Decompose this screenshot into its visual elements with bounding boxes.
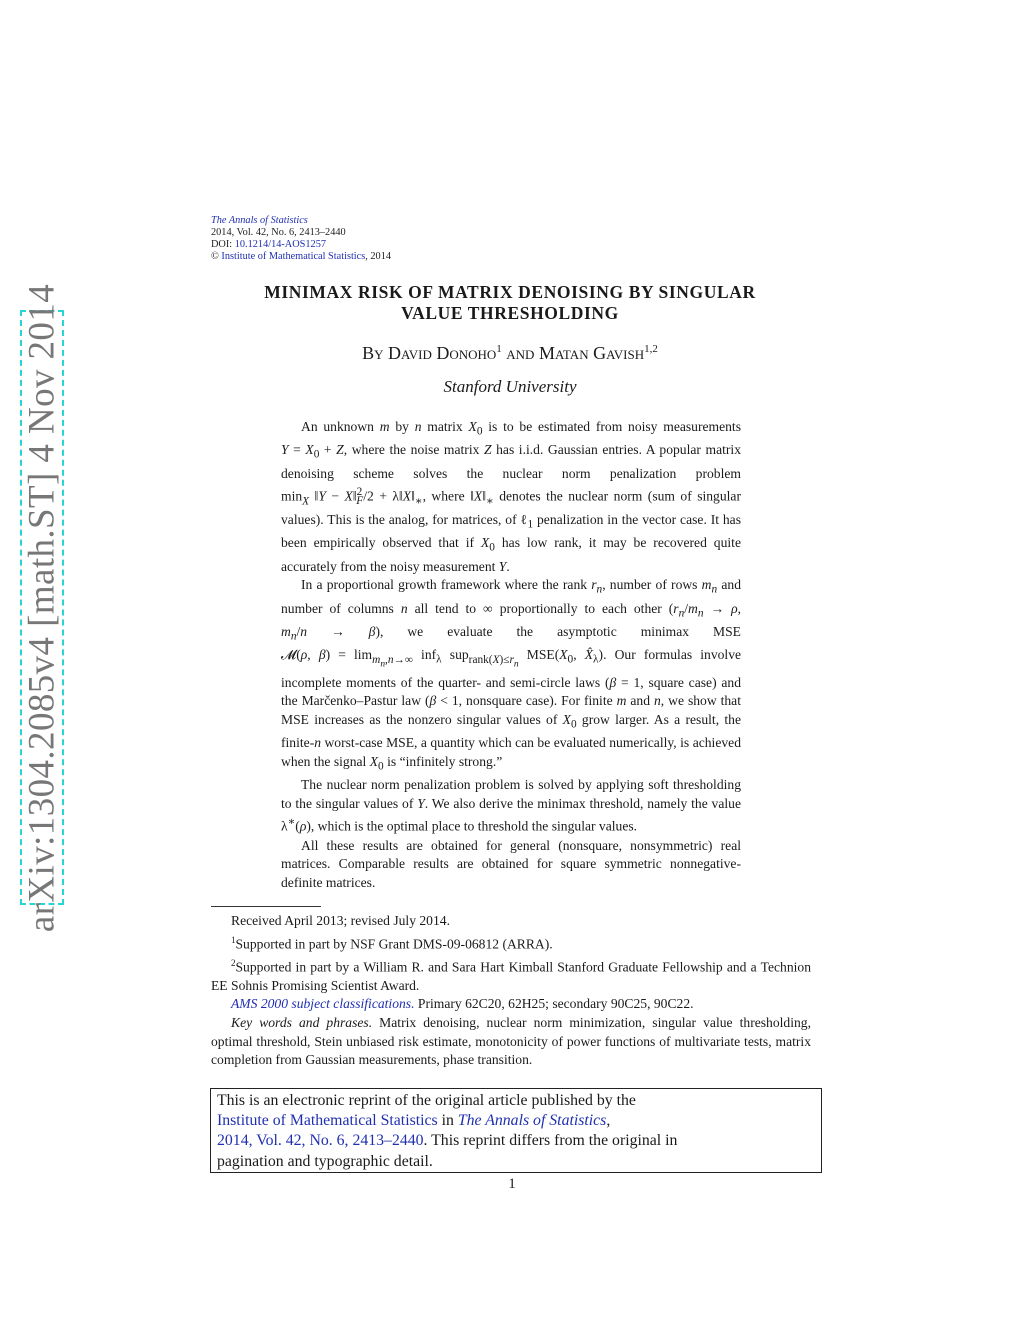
author-2-footnote-mark: 1,2 xyxy=(644,343,658,355)
reprint-publisher-link[interactable]: Institute of Mathematical Statistics xyxy=(217,1112,438,1130)
footnote-divider xyxy=(211,906,321,907)
reprint-line-2 xyxy=(217,1111,815,1131)
reprint-line-4: pagination and typographic detail. xyxy=(217,1152,433,1170)
by-label: By xyxy=(362,343,389,363)
footnotes xyxy=(211,912,811,1070)
abstract-paragraph-4: All these results are obtained for general (nonsquare, nonsymmetric) real matrices. Comparable results are obtained for square symmetric nonnegative-definite matrices. xyxy=(281,837,741,890)
and-label: and xyxy=(501,343,539,363)
title-line-2: VALUE THRESHOLDING xyxy=(401,303,619,323)
page-number: 1 xyxy=(508,1176,516,1192)
received-dates: Received April 2013; revised July 2014. xyxy=(231,913,450,928)
journal-volume: 2014, Vol. 42, No. 6, 2413–2440 xyxy=(211,227,346,238)
keywords-text: Matrix denoising, nuclear norm minimization, singular value thresholding, optimal threshold, Stein unbiased risk estimate, monotonicity of power functions of multivariate tests, matrix completion from Gaussian measurements, phase transition. xyxy=(211,1015,811,1068)
footnote-2 xyxy=(211,954,811,996)
author-1: David Donoho xyxy=(388,343,497,363)
authors xyxy=(200,343,820,364)
arxiv-id: arXiv:1304.2085v4 [math.ST] 4 Nov 2014 xyxy=(21,283,63,932)
paper-title xyxy=(200,282,820,324)
journal-meta xyxy=(211,215,391,263)
copyright-year: , 2014 xyxy=(365,251,391,262)
reprint-in: in xyxy=(437,1112,458,1130)
ams-classification xyxy=(211,995,811,1014)
author-2: Matan Gavish xyxy=(538,343,645,363)
journal-name-link[interactable]: The Annals of Statistics xyxy=(211,215,308,226)
abstract-paragraph-3: The nuclear norm penalization problem is solved by applying soft thresholding to the singular values of Y. We also derive the minimax threshold, namely the value λ∗(ρ), which is the optimal place to threshold the singular values. xyxy=(281,777,741,834)
reprint-notice xyxy=(210,1088,822,1173)
footnote-2-mark: 2 xyxy=(231,957,236,968)
doi-link[interactable]: 10.1214/14-AOS1257 xyxy=(234,239,326,250)
ams-classification-codes: Primary 62C20, 62H25; secondary 90C25, 90C22. xyxy=(414,996,694,1012)
abstract-paragraph-1: An unknown m by n matrix $X_0$ is to be estimated from noisy measurements $Y = X_0 + Z$, where the noise matrix Z has i.i.d. Gaussian entries. A popular matrix denoising scheme solves the nuclear norm penalization problem $\min_X$ ‖Y − X‖$^2_F$/2 + $\lambda‖X‖_∗$, where $‖X‖_∗$ denotes the nuclear norm (sum of singular values). This is the analog, for matrices, of ℓ$_1$ penalization in the vector case. It has been empirically observed that if $X_0$ has low rank, it may be recovered quite accurately from the noisy measurement Y. xyxy=(281,419,742,574)
keywords-label: Key words and phrases. xyxy=(231,1015,373,1031)
keywords xyxy=(211,1014,811,1070)
author-1-footnote-mark: 1 xyxy=(496,343,502,355)
footnote-1 xyxy=(211,931,811,954)
abstract-paragraph-2: In a proportional growth framework where the rank $r_n$, number of rows $m_n$ and number of columns n all tend to ∞ proportionally to each other ($r_n/m_n \to \rho$, $m_n/n \to \beta$), we evaluate the asymptotic minimax MSE 𝓜(ρ, $\beta) = \lim_{m_n,n\to\infty} inf_\lambda$ sup$_{rank(X)\le r_n}$ $MSE(X_0$, $X̂_\lambda$). Our formulas involve incomplete moments of the quarter- and semi-circle laws (β = 1, square case) and the Marčenko–Pastur law (β < 1, nonsquare case). For finite m and n, we show that MSE increases as the nonzero singular values of $X_0$ grow larger. As a result, the finite-n worst-case MSE, a quantity which can be evaluated numerically, is achieved when the signal $X_0$ is “infinitely strong.” xyxy=(281,577,742,773)
reprint-rest: . This reprint differs from the original in xyxy=(423,1132,678,1150)
publisher-link[interactable]: Institute of Mathematical Statistics xyxy=(221,251,366,262)
doi-label: DOI: xyxy=(211,239,233,250)
footnote-1-text: Supported in part by NSF Grant DMS-09-06812 (ARRA). xyxy=(235,936,553,952)
abstract xyxy=(281,418,741,892)
reprint-volume-link[interactable]: 2014, Vol. 42, No. 6, 2413–2440 xyxy=(217,1132,424,1150)
reprint-line-3 xyxy=(217,1131,815,1151)
footnote-1-mark: 1 xyxy=(231,934,236,945)
title-line-1: MINIMAX RISK OF MATRIX DENOISING BY SINGULAR xyxy=(264,282,756,302)
ams-classification-link[interactable]: AMS 2000 subject classifications. xyxy=(231,996,415,1012)
reprint-journal-link[interactable]: The Annals of Statistics xyxy=(457,1112,607,1130)
reprint-comma: , xyxy=(606,1112,611,1130)
copyright-icon: © xyxy=(211,251,219,262)
affiliation: Stanford University xyxy=(443,377,577,396)
footnote-2-text: Supported in part by a William R. and Sara Hart Kimball Stanford Graduate Fellowship and a Technion EE Sohnis Promising Scientist Award. xyxy=(211,959,811,993)
reprint-line-1: This is an electronic reprint of the original article published by the xyxy=(217,1092,636,1109)
arxiv-stamp xyxy=(20,283,64,932)
